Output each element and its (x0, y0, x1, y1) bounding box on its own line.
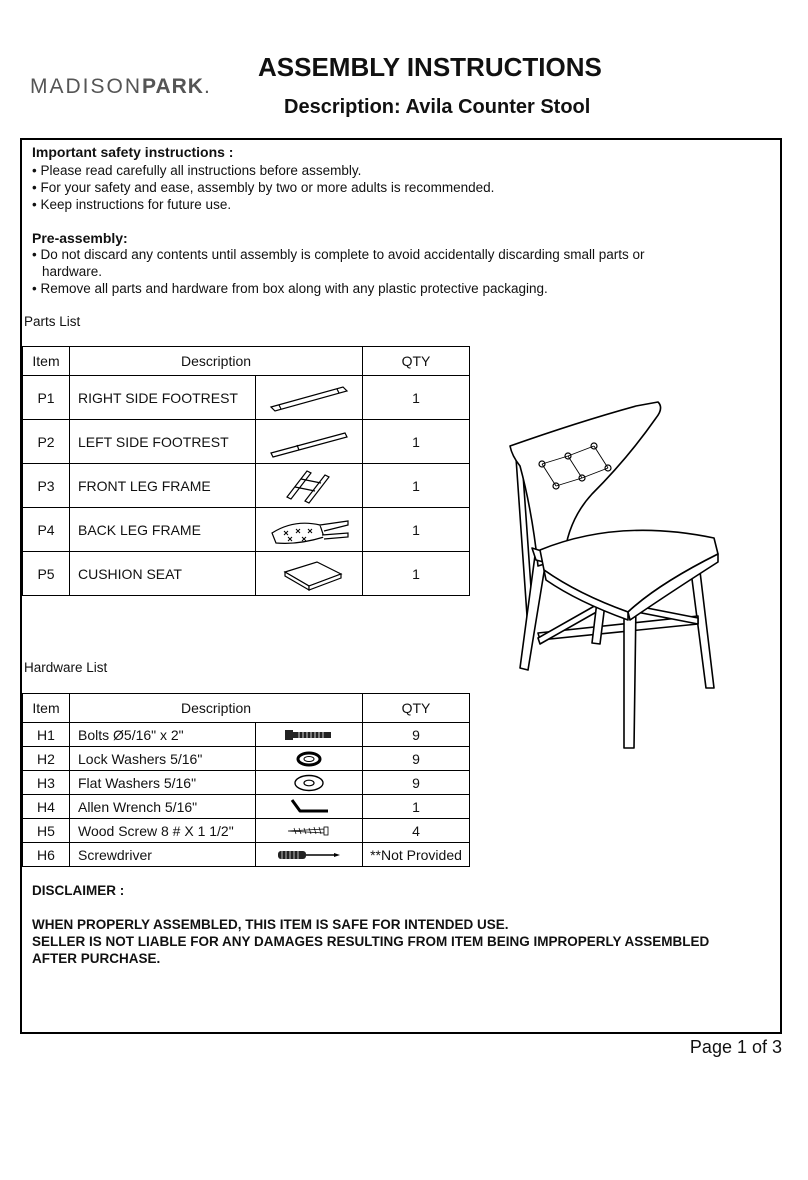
table-row (23, 843, 470, 867)
pre-assembly-item: • Remove all parts and hardware from box along with any plastic protective packaging. (32, 281, 548, 296)
hardware-table (22, 693, 470, 867)
disclaimer-heading: DISCLAIMER : (32, 883, 125, 898)
item-code: H3 (23, 771, 70, 795)
page-number: Page 1 of 3 (689, 1037, 782, 1057)
disclaimer-line: WHEN PROPERLY ASSEMBLED, THIS ITEM IS SAFE FOR INTENDED USE. (32, 917, 509, 932)
item-description: Flat Washers 5/16" (70, 771, 256, 795)
back-frame-icon (256, 508, 363, 552)
header-item: Item (23, 694, 70, 723)
table-row (23, 552, 470, 596)
table-row (23, 376, 470, 420)
item-qty: 9 (363, 747, 470, 771)
item-code: H4 (23, 795, 70, 819)
assembled-stool-illustration (508, 398, 728, 750)
item-code: P5 (23, 552, 70, 596)
table-row (23, 747, 470, 771)
item-qty: 1 (363, 420, 470, 464)
footrest-bar-icon (256, 420, 363, 464)
pre-assembly-item: • Do not discard any contents until assembly is complete to avoid accidentally discarding small parts or (32, 247, 645, 262)
brand-name-bold: PARK (142, 75, 204, 98)
item-description: Wood Screw 8 # X 1 1/2" (70, 819, 256, 843)
safety-heading: Important safety instructions : (32, 144, 234, 160)
item-code: H6 (23, 843, 70, 867)
item-description: LEFT SIDE FOOTREST (70, 420, 256, 464)
item-qty: 1 (363, 795, 470, 819)
pre-assembly-item: hardware. (42, 264, 103, 279)
table-row (23, 819, 470, 843)
table-row (23, 420, 470, 464)
bolt-icon (256, 723, 363, 747)
flat-washer-icon (256, 771, 363, 795)
item-qty: 1 (363, 464, 470, 508)
item-code: P4 (23, 508, 70, 552)
header-qty: QTY (363, 694, 470, 723)
item-description: RIGHT SIDE FOOTREST (70, 376, 256, 420)
wood-screw-icon (256, 819, 363, 843)
item-code: H2 (23, 747, 70, 771)
table-row (23, 464, 470, 508)
item-description: Bolts Ø5/16" x 2" (70, 723, 256, 747)
item-code: H5 (23, 819, 70, 843)
screwdriver-icon (256, 843, 363, 867)
parts-list-label: Parts List (24, 314, 81, 329)
header-description: Description (70, 347, 363, 376)
item-qty: 9 (363, 771, 470, 795)
footrest-bar-icon (256, 376, 363, 420)
item-description: Lock Washers 5/16" (70, 747, 256, 771)
allen-wrench-icon (256, 795, 363, 819)
brand-name-light: MADISON (30, 75, 143, 98)
table-row (23, 771, 470, 795)
brand-mark: . (203, 75, 212, 98)
table-header-row (23, 694, 470, 723)
item-qty: 1 (363, 508, 470, 552)
disclaimer-line: SELLER IS NOT LIABLE FOR ANY DAMAGES RESULTING FROM ITEM BEING IMPROPERLY ASSEMBLED (32, 934, 710, 949)
item-description: BACK LEG FRAME (70, 508, 256, 552)
safety-item: • For your safety and ease, assembly by two or more adults is recommended. (32, 180, 495, 195)
table-header-row (23, 347, 470, 376)
item-qty: **Not Provided (363, 843, 470, 867)
disclaimer-line: AFTER PURCHASE. (32, 951, 161, 966)
header-description: Description (70, 694, 363, 723)
header-item: Item (23, 347, 70, 376)
item-qty: 1 (363, 552, 470, 596)
product-description: Description: Avila Counter Stool (284, 96, 591, 118)
item-code: P2 (23, 420, 70, 464)
item-qty: 1 (363, 376, 470, 420)
header-qty: QTY (363, 347, 470, 376)
item-qty: 9 (363, 723, 470, 747)
brand-logo (30, 75, 212, 99)
parts-table (22, 346, 470, 596)
item-code: P1 (23, 376, 70, 420)
safety-item: • Please read carefully all instructions before assembly. (32, 163, 362, 178)
hardware-list-label: Hardware List (24, 660, 108, 675)
safety-item: • Keep instructions for future use. (32, 197, 232, 212)
pre-assembly-heading: Pre-assembly: (32, 230, 128, 246)
table-row (23, 508, 470, 552)
item-description: Allen Wrench 5/16" (70, 795, 256, 819)
table-row (23, 723, 470, 747)
item-code: P3 (23, 464, 70, 508)
item-description: FRONT LEG FRAME (70, 464, 256, 508)
item-qty: 4 (363, 819, 470, 843)
cushion-icon (256, 552, 363, 596)
lock-washer-icon (256, 747, 363, 771)
page-title: ASSEMBLY INSTRUCTIONS (258, 52, 602, 82)
item-code: H1 (23, 723, 70, 747)
item-description: Screwdriver (70, 843, 256, 867)
table-row (23, 795, 470, 819)
leg-frame-icon (256, 464, 363, 508)
item-description: CUSHION SEAT (70, 552, 256, 596)
